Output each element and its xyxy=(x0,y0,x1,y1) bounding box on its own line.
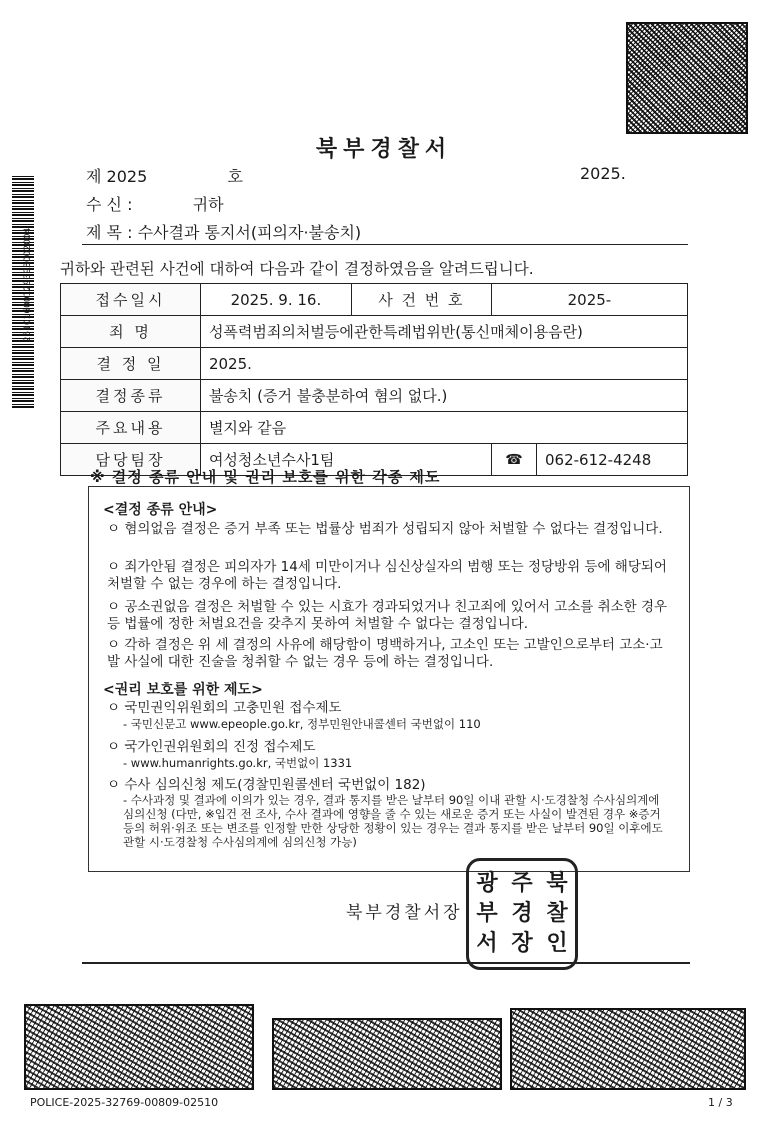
signature: 북부경찰서장 xyxy=(346,903,463,923)
main-content: 별지와 같음 xyxy=(200,412,687,444)
decision-date-label: 결 정 일 xyxy=(61,348,201,380)
doc-number-suffix: 호 xyxy=(227,167,243,186)
encoded-block-2 xyxy=(272,1018,502,1090)
footer-doc-id: POLICE-2025-32769-00809-02510 xyxy=(30,1096,219,1109)
intro-text: 귀하와 관련된 사건에 대하여 다음과 같이 결정하였음을 알려드립니다. xyxy=(60,260,534,278)
seal-char: 장 xyxy=(511,931,533,956)
team: 여성청소년수사1팀 xyxy=(200,444,491,476)
official-seal xyxy=(466,858,578,970)
notice-title: ※ 결정 종류 안내 및 권리 보호를 위한 각종 제도 xyxy=(90,468,441,486)
encoded-block-1 xyxy=(24,1004,254,1090)
table-row xyxy=(61,316,688,348)
subject-text: 수사결과 통지서(피의자·불송치) xyxy=(137,223,362,242)
doc-date: 2025. xyxy=(580,164,626,183)
seal-char: 인 xyxy=(546,931,568,956)
seal-char: 광 xyxy=(476,871,498,896)
case-no-label: 사 건 번 호 xyxy=(351,284,491,316)
subject-label: 제 목 : xyxy=(86,223,133,242)
table-row xyxy=(61,348,688,380)
receipt-date: 2025. 9. 16. xyxy=(200,284,351,316)
seal-char: 서 xyxy=(476,931,498,956)
footer-page: 1 / 3 xyxy=(708,1096,733,1109)
guide-box xyxy=(88,486,690,872)
guide-title: <결정 종류 안내> xyxy=(103,502,218,518)
doc-number-prefix: 제 2025 xyxy=(86,167,148,186)
case-no: 2025- xyxy=(491,284,687,316)
table-row xyxy=(61,284,688,316)
subject xyxy=(86,220,361,243)
table-row xyxy=(61,380,688,412)
rights-item-detail: - 국민신문고 www.epeople.go.kr, 정부민원안내콜센터 국번없이 110 xyxy=(123,717,481,731)
recipient xyxy=(86,192,224,215)
team-label: 담당팀장 xyxy=(61,444,201,476)
charge: 성폭력범죄의처벌등에관한특례법위반(통신매체이용음란) xyxy=(200,316,687,348)
recipient-suffix: 귀하 xyxy=(192,195,224,214)
rights-item: ㅇ 국민권익위원회의 고충민원 접수제도 xyxy=(107,700,342,716)
seal-char: 주 xyxy=(511,871,533,896)
page-title: 북부경찰서 xyxy=(315,137,453,162)
doc-number xyxy=(86,164,243,187)
guide-item: ㅇ 각하 결정은 위 세 결정의 사유에 해당함이 명백하거나, 고소인 또는 고발인으로부터 고소·고발 사실에 대한 진술을 청취할 수 없는 경우 등에 하는 결정입니다. xyxy=(107,637,663,670)
main-content-label: 주요내용 xyxy=(61,412,201,444)
decision-type-label: 결정종류 xyxy=(61,380,201,412)
seal-char: 부 xyxy=(476,901,498,926)
phone: 062-612-4248 xyxy=(537,444,688,476)
receipt-date-label: 접수일시 xyxy=(61,284,201,316)
rights-item: ㅇ 국가인권위원회의 진정 접수제도 xyxy=(107,739,316,755)
seal-char: 찰 xyxy=(546,901,568,926)
decision-type: 불송치 (증거 불충분하여 혐의 없다.) xyxy=(200,380,687,412)
barcode-number: 25101600129393002004 xyxy=(23,227,33,343)
rights-item-detail: - 수사과정 및 결과에 이의가 있는 경우, 결과 통지를 받은 날부터 90일 이내 관할 시·도경찰청 수사심의계에 심의신청 (다만, ※입건 전 조사, 수사 결과에 영향을 줄 수 있는 새로운 증거 또는 사실이 발견된 경우 ※증거 등의 허위·위조 또는 변조를 인정할 만한 상당한 정황이 있는 경우는 결과 통지를 받은 날부터 90일 이후에도 관할 시·도경찰청 수사심의계에 심의신청 가능) xyxy=(123,793,663,849)
decision-date: 2025. xyxy=(200,348,687,380)
info-table xyxy=(60,283,688,476)
rights-item: ㅇ 수사 심의신청 제도(경찰민원콜센터 국번없이 182) xyxy=(107,777,426,793)
rights-title: <권리 보호를 위한 제도> xyxy=(103,682,263,698)
guide-item: ㅇ 혐의없음 결정은 증거 부족 또는 법률상 범죄가 성립되지 않아 처벌할 수 없다는 결정입니다. xyxy=(107,521,663,537)
charge-label: 죄 명 xyxy=(61,316,201,348)
footer-divider xyxy=(82,962,690,964)
guide-item: ㅇ 죄가안됨 결정은 피의자가 14세 미만이거나 심신상실자의 범행 또는 정당방위 등에 해당되어 처벌할 수 없는 경우에 하는 결정입니다. xyxy=(107,559,667,592)
seal-char: 북 xyxy=(546,871,568,896)
guide-item: ㅇ 공소권없음 결정은 처벌할 수 있는 시효가 경과되었거나 친고죄에 있어서 고소를 취소한 경우 등 법률에 정한 처벌요건을 갖추지 못하여 처벌할 수 없다는 결정입니다. xyxy=(107,599,668,632)
recipient-label: 수 신 : xyxy=(86,195,133,214)
qr-code-top xyxy=(626,22,748,134)
encoded-block-3 xyxy=(510,1008,746,1090)
header-divider xyxy=(82,244,688,245)
rights-item-detail: - www.humanrights.go.kr, 국번없이 1331 xyxy=(123,756,353,770)
phone-icon: ☎ xyxy=(491,444,536,476)
seal-char: 경 xyxy=(511,901,533,926)
table-row xyxy=(61,412,688,444)
